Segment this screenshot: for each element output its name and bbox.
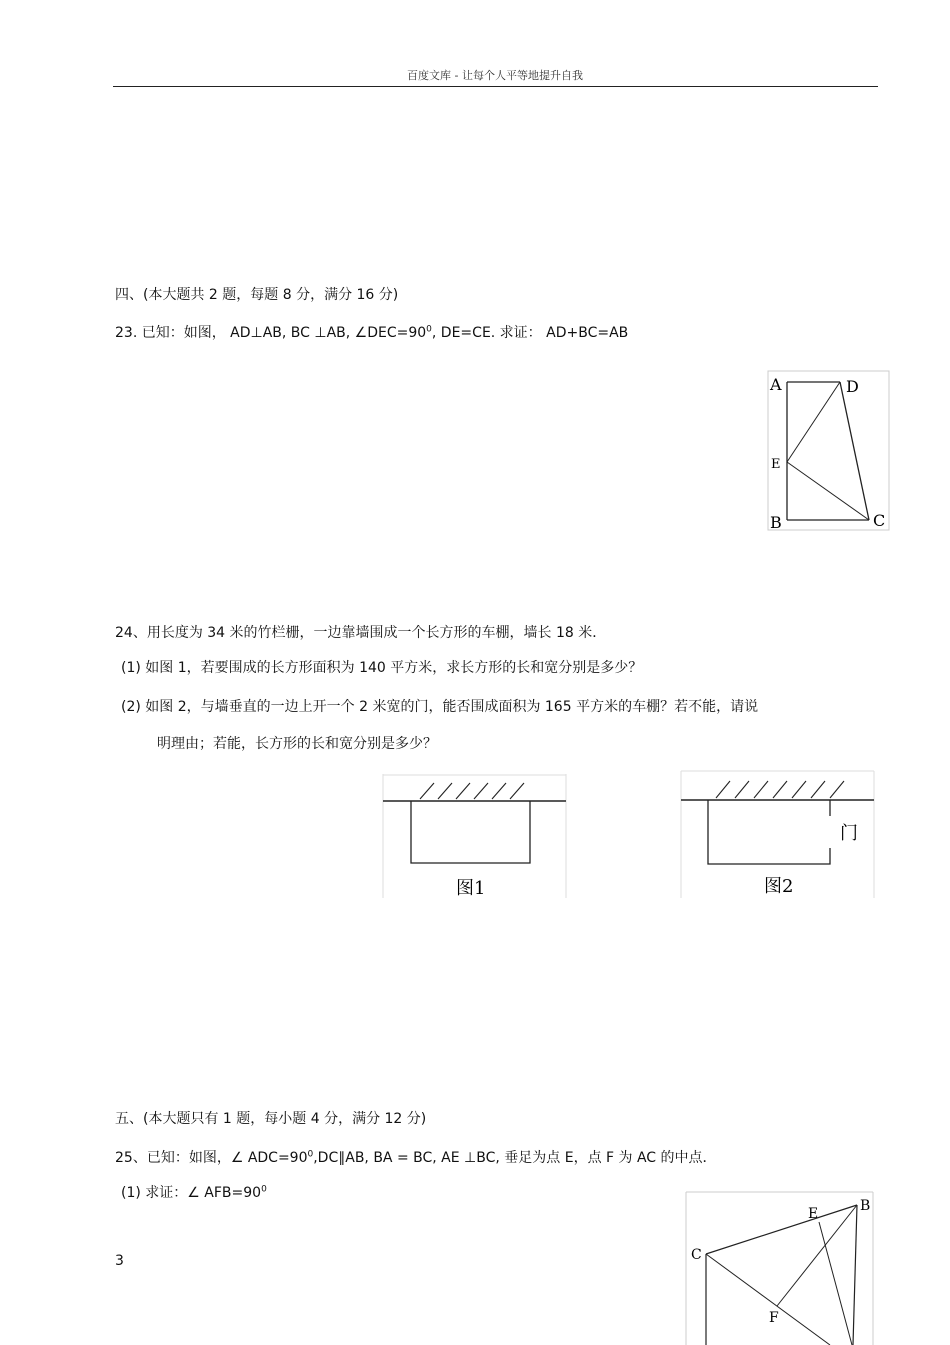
segment-ae (819, 1222, 852, 1345)
q25-text-a: 25、已知：如图，∠ ADC=90 (115, 1150, 308, 1166)
q23-figure-frame (768, 371, 889, 530)
label-d: D (846, 377, 859, 396)
fig1-rectangle (411, 801, 530, 863)
q24-part-2-line-1: (2) 如图 2，与墙垂直的一边上开一个 2 米宽的门，能否围成面积为 165 平方米的车棚？若不能，请说 (121, 699, 759, 715)
fig1-caption: 图1 (456, 878, 486, 899)
page-number: 3 (115, 1253, 124, 1269)
section-4-title: 四、(本大题共 2 题，每题 8 分，满分 16 分) (115, 287, 399, 303)
label-b: B (770, 513, 782, 532)
label-c: C (691, 1247, 702, 1263)
q23-text-a: 23. 已知：如图， AD⊥AB, BC ⊥AB, ∠DEC=90 (115, 325, 427, 341)
fig1-wall-hatching (420, 783, 524, 799)
q23-text-b: , DE=CE. 求证： AD+BC=AB (431, 325, 629, 341)
label-f: F (769, 1310, 779, 1326)
q25-part-1-degree: 0 (261, 1184, 267, 1195)
question-24: 24、用长度为 34 米的竹栏栅，一边靠墙围成一个长方形的车棚，墙长 18 米． (115, 625, 607, 641)
label-c: C (873, 511, 886, 530)
q24-figure-2 (680, 770, 876, 900)
q24-part-1: (1) 如图 1，若要围成的长方形面积为 140 平方米，求长方形的长和宽分别是多少？ (121, 660, 643, 676)
q23-degree: 0 (426, 324, 432, 335)
header-divider (113, 86, 878, 87)
fig2-door-label: 门 (840, 823, 858, 844)
q25-part-1-text: (1) 求证：∠ AFB=90 (121, 1185, 262, 1201)
label-e: E (808, 1206, 819, 1222)
q25-part-1 (121, 1182, 267, 1202)
q24-part-2-line-2: 明理由；若能，长方形的长和宽分别是多少？ (157, 736, 437, 752)
label-a: A (770, 375, 782, 394)
label-b: B (860, 1198, 871, 1214)
fig2-wall-hatching (716, 781, 844, 798)
q23-figure (767, 370, 891, 532)
segment-ba (853, 1205, 857, 1345)
segment-dc (840, 382, 869, 520)
segment-cb (706, 1205, 857, 1254)
q24-figure-1 (382, 774, 568, 900)
fig2-rectangle (708, 800, 830, 864)
question-23 (115, 322, 628, 342)
q25-degree: 0 (307, 1149, 314, 1160)
segment-ca (706, 1254, 830, 1345)
page-header: 百度文库 - 让每个人平等地提升自我 (407, 69, 583, 82)
label-e: E (771, 457, 781, 472)
segment-ed (787, 382, 840, 462)
question-25 (115, 1147, 717, 1167)
fig2-caption: 图2 (764, 876, 794, 897)
segment-ec (787, 462, 869, 520)
q25-figure (685, 1191, 875, 1345)
q25-text-b: ,DC∥AB, BA = BC, AE ⊥BC, 垂足为点 E，点 F 为 AC 的中点． (313, 1150, 717, 1166)
section-5-title: 五、(本大题只有 1 题，每小题 4 分，满分 12 分) (115, 1111, 427, 1127)
